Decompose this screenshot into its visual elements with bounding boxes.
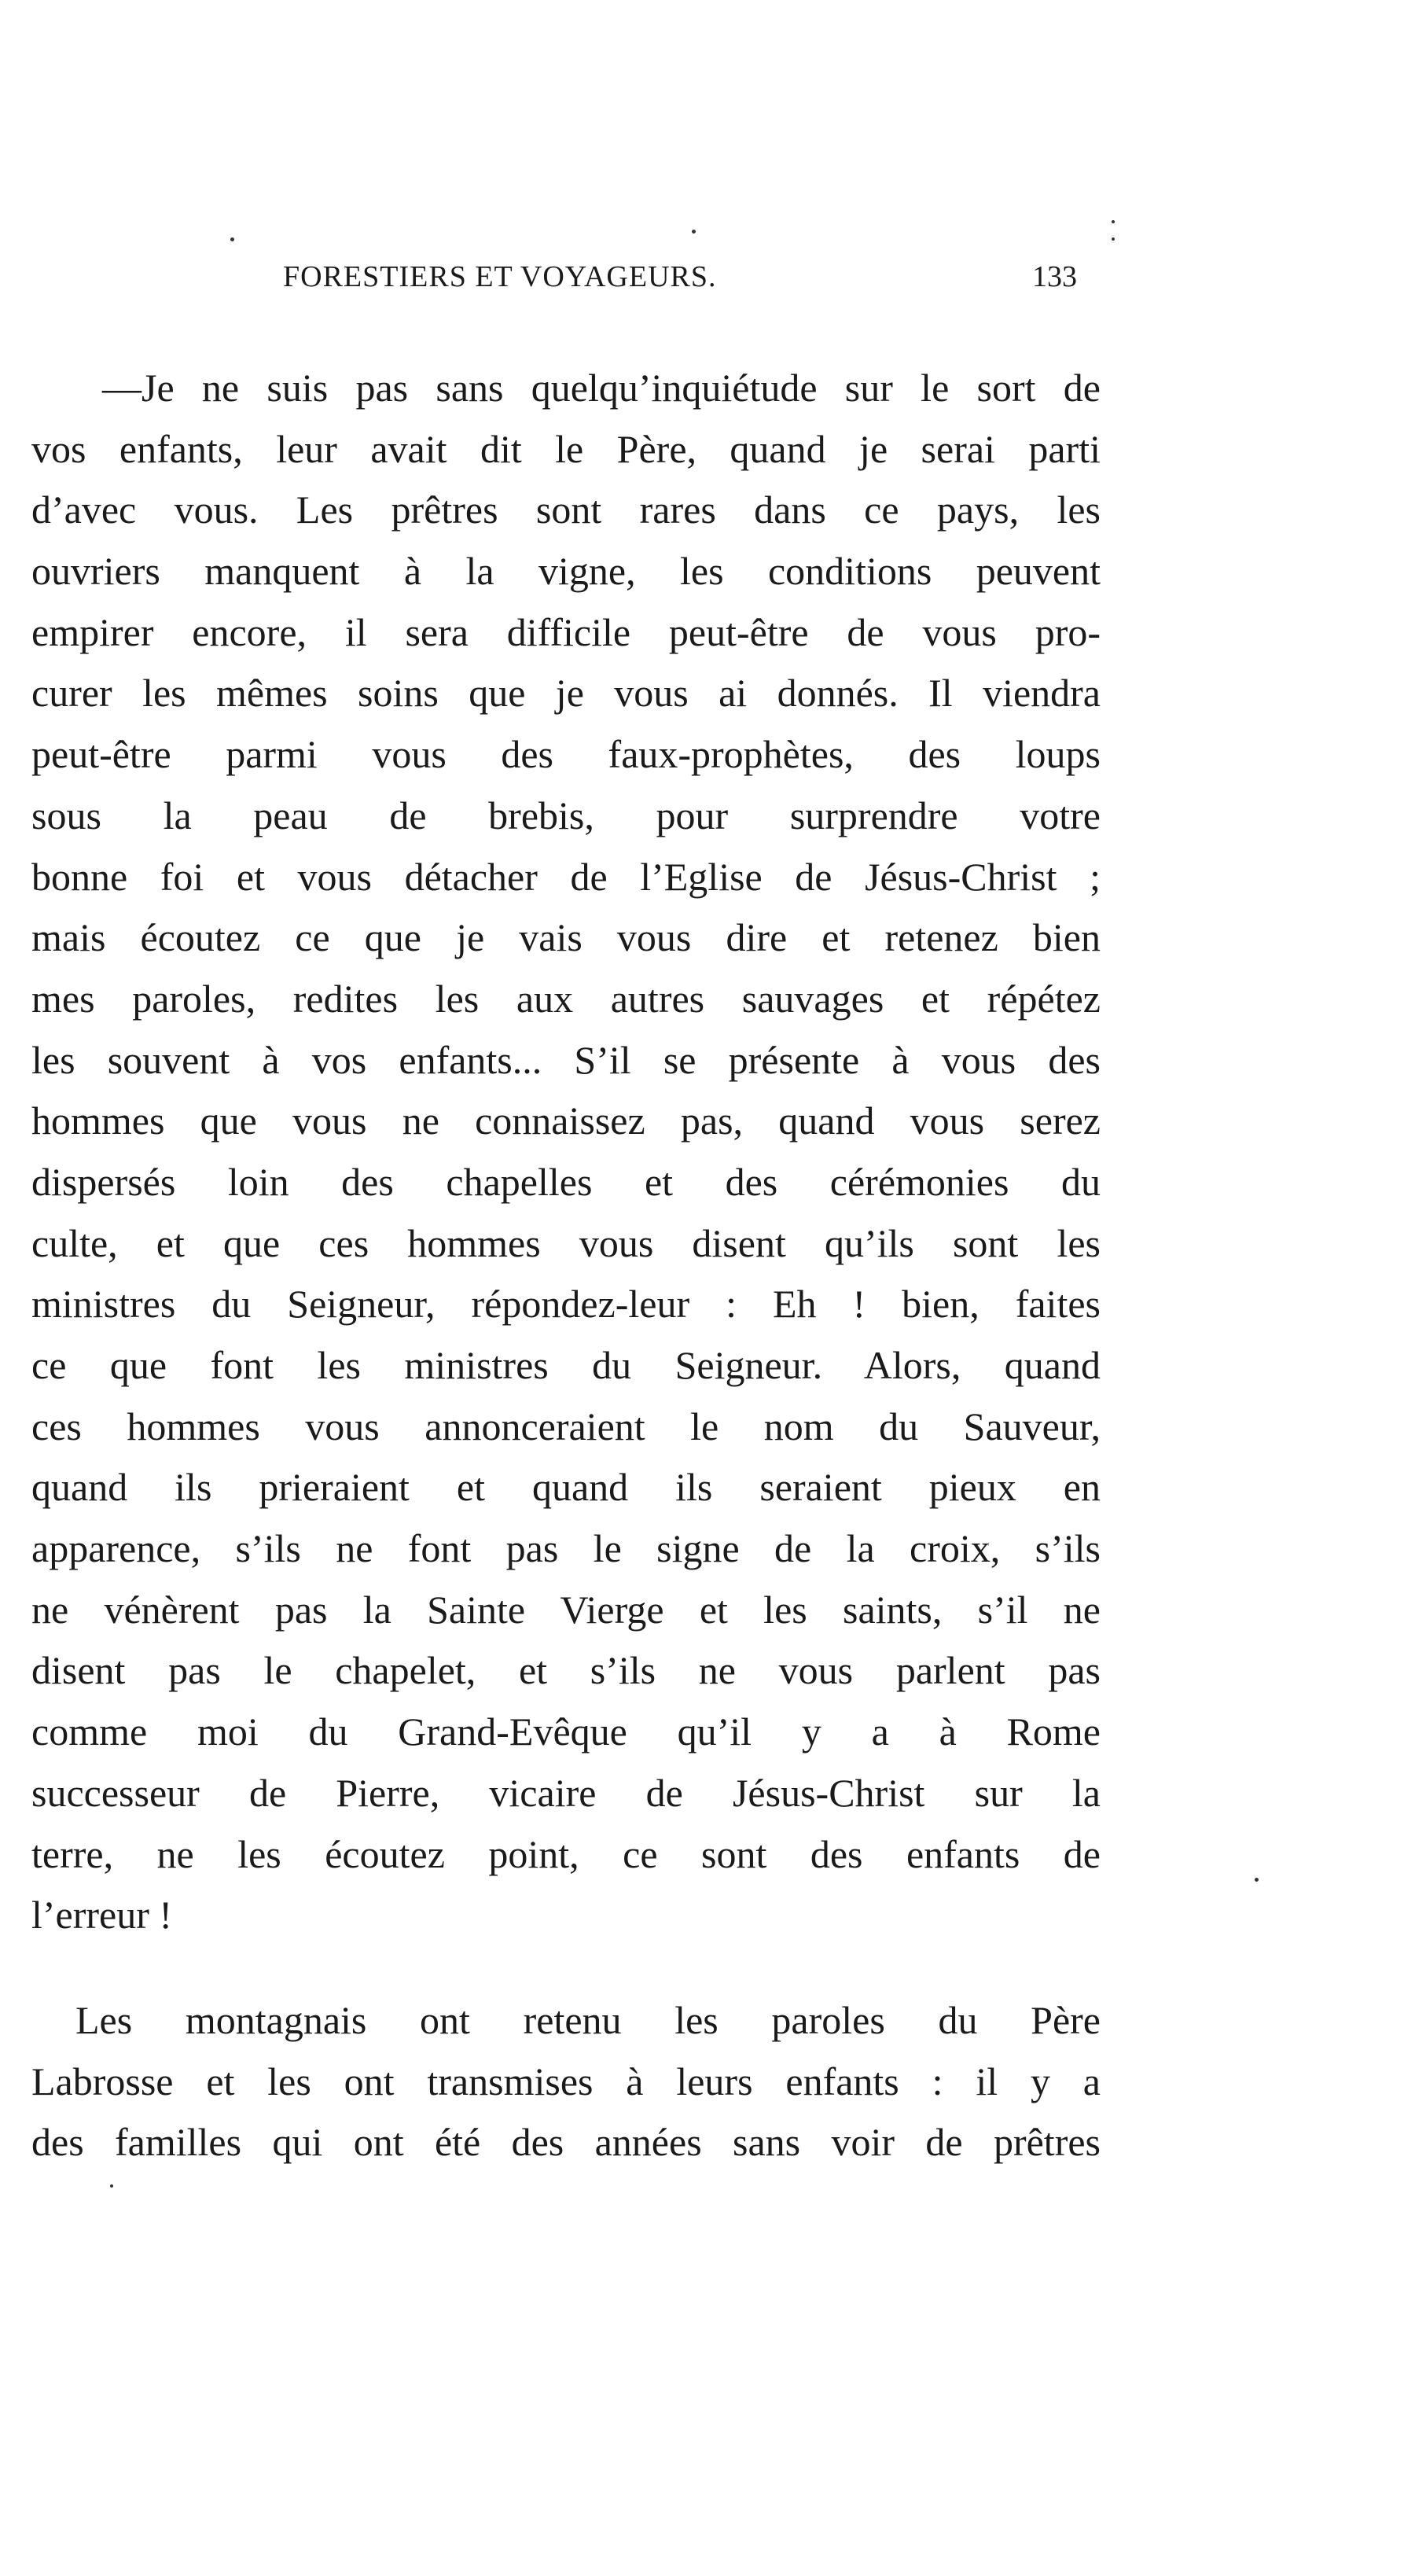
text-line: d’avec vous. Les prêtres sont rares dans ce pays, les: [31, 488, 1101, 532]
text-line: des familles qui ont été des années sans voir de prêtres: [31, 2120, 1101, 2165]
text-line: les souvent à vos enfants... S’il se présente à vous des: [31, 1037, 1101, 1082]
text-line: sous la peau de brebis, pour surprendre votre: [31, 793, 1101, 837]
text-line: mais écoutez ce que je vais vous dire et retenez bien: [31, 915, 1101, 960]
text-line: terre, ne les écoutez point, ce sont des enfants de: [31, 1831, 1101, 1876]
text-line: successeur de Pierre, vicaire de Jésus-Christ sur la: [31, 1770, 1101, 1815]
text-line: ne vénèrent pas la Sainte Vierge et les saints, s’il ne: [31, 1587, 1101, 1632]
scan-speck: [1255, 1878, 1259, 1882]
running-title: FORESTIERS ET VOYAGEURS.: [283, 260, 717, 293]
text-line: peut-être parmi vous des faux-prophètes, des loups: [31, 732, 1101, 777]
scan-speck: [1112, 237, 1115, 241]
text-line: hommes que vous ne connaissez pas, quand vous serez: [31, 1098, 1101, 1143]
scan-speck: [692, 230, 696, 234]
text-line: curer les mêmes soins que je vous ai donnés. Il viendra: [31, 671, 1101, 716]
body-text: [31, 358, 1101, 2173]
text-line: comme moi du Grand-Evêque qu’il y a à Rome: [31, 1709, 1101, 1754]
text-line: l’erreur !: [31, 1893, 173, 1938]
text-line: —Je ne suis pas sans quelqu’inquiétude sur le sort de: [102, 366, 1101, 410]
text-line: dispersés loin des chapelles et des cérémonies du: [31, 1159, 1101, 1204]
text-line: ce que font les ministres du Seigneur. Alors, quand: [31, 1343, 1101, 1387]
paragraph-1: [31, 358, 1101, 1946]
text-line: culte, et que ces hommes vous disent qu’ils sont les: [31, 1220, 1101, 1265]
paragraph-2: [31, 1990, 1101, 2173]
text-line: empirer encore, il sera difficile peut-être de vous pro-: [31, 609, 1101, 654]
text-line: ouvriers manquent à la vigne, les conditions peuvent: [31, 549, 1101, 594]
text-line: ministres du Seigneur, répondez-leur : Eh ! bien, faites: [31, 1282, 1101, 1327]
scan-speck: [110, 2184, 113, 2188]
scan-speck: [230, 237, 234, 241]
page-header: [283, 259, 1077, 307]
text-line: vos enfants, leur avait dit le Père, quand je serai parti: [31, 426, 1101, 471]
text-line: bonne foi et vous détacher de l’Eglise de Jésus-Christ ;: [31, 854, 1101, 899]
page-number: 133: [1032, 260, 1077, 293]
text-line: ces hommes vous annonceraient le nom du Sauveur,: [31, 1404, 1101, 1448]
paragraph-gap: [31, 1946, 1101, 1990]
text-line: mes paroles, redites les aux autres sauvages et répétez: [31, 976, 1101, 1021]
text-line: quand ils prieraient et quand ils seraient pieux en: [31, 1465, 1101, 1510]
text-line: Les montagnais ont retenu les paroles du Père: [75, 1997, 1101, 2042]
text-line: disent pas le chapelet, et s’ils ne vous parlent pas: [31, 1648, 1101, 1693]
scan-speck: [1112, 220, 1115, 223]
text-line: apparence, s’ils ne font pas le signe de la croix, s’ils: [31, 1526, 1101, 1571]
text-line: Labrosse et les ont transmises à leurs enfants : il y a: [31, 2059, 1101, 2103]
